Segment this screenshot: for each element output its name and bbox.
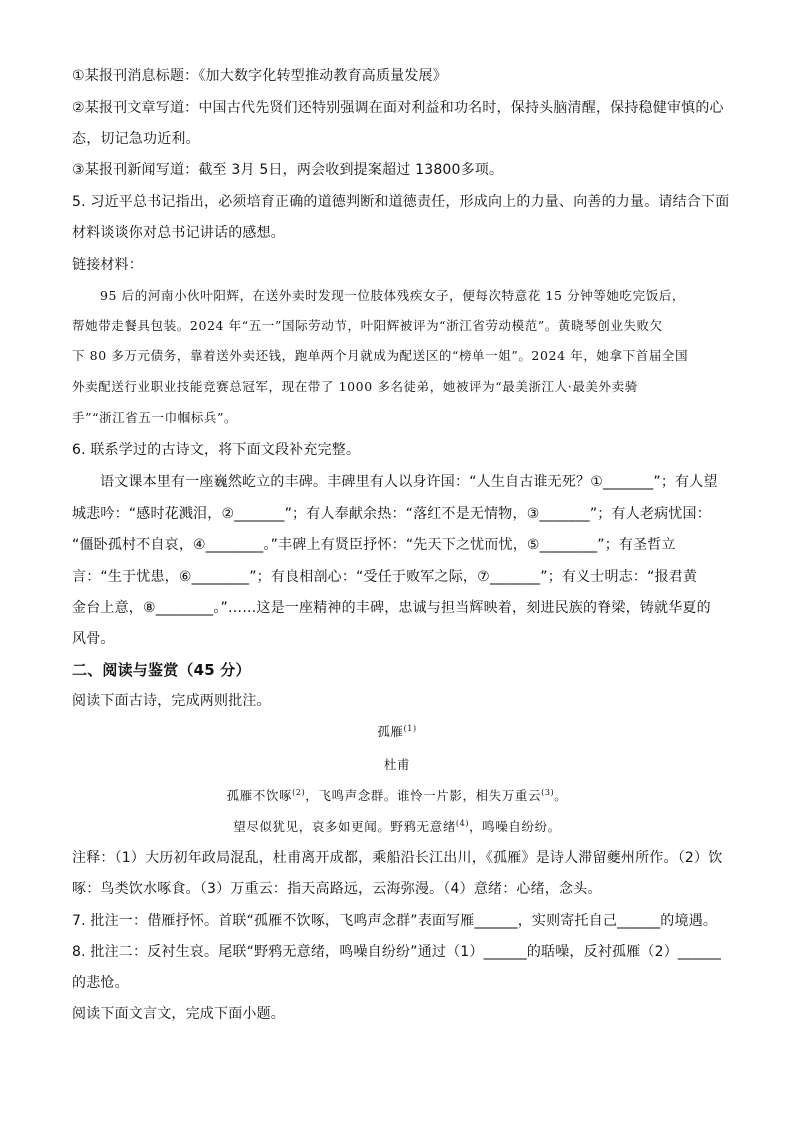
poem-line: 望尽似犹见，哀多如更闻。野鸦无意绪$^{(4)}$，鸣噪自纷纷。 [233, 819, 561, 834]
annotation-line: 啄：鸟类饮水啄食。（3）万重云：指天高路远，云海弥漫。（4）意绪：心绪，念头。 [72, 881, 602, 897]
material-line: 手”“浙江省五一巾帼标兵”。 [72, 410, 238, 425]
text-line: 金台上意，⑧________。”……这是一座精神的丰碑，忠诚与担当辉映着，刻进民族的脊梁，铸就华夏的 [72, 600, 711, 616]
text-line: “僵卧孤村不自哀，④________。”丰碑上有贤臣抒怀：“先天下之忧而忧，⑤________”；有圣哲立 [72, 537, 676, 553]
question-8: 8. 批注二：反衬生哀。尾联“野鸦无意绪，鸣噪自纷纷”通过（1）______的聒噪，反衬孤雁（2）______ [72, 944, 722, 960]
text-line: ①某报刊消息标题：《加大数字化转型推动教育高质量发展》 [72, 68, 447, 84]
text-line: 阅读下面古诗，完成两则批注。 [72, 693, 271, 709]
material-line: 帮她带走餐具包装。2024 年“五一”国际劳动节，叶阳辉被评为“浙江省劳动模范”。黄晓琴创业失败欠 [72, 318, 663, 333]
annotation-line: 注释：（1）大历初年政局混乱，杜甫离开成都，乘船沿长江出川，《孤雁》是诗人滞留夔州所作。（2）饮 [72, 850, 723, 866]
poem-line: 孤雁不饮啄$^{(2)}$，飞鸣声念群。谁怜一片影，相失万重云$^{(3)}$。 [226, 788, 568, 803]
text-line: ②某报刊文章写道：中国古代先贤们还特别强调在面对利益和功名时，保持头脑清醒，保持稳健审慎的心 [72, 100, 724, 116]
material-label: 链接材料： [72, 257, 143, 273]
text-line: 的悲怆。 [72, 975, 129, 991]
question-7: 7. 批注一：借雁抒怀。首联“孤雁不饮啄，飞鸣声念群”表面写雁______，实则寄托自己______的境遇。 [72, 913, 718, 929]
material-line: 外卖配送行业职业技能竞赛总冠军，现在带了 1000 多名徒弟，她被评为“最美浙江人·最美外卖骑 [72, 379, 638, 394]
text-line: 城悲吟：“感时花溅泪，②_______”；有人奉献余热：“落红不是无情物，③_______”；有人老病忧国： [72, 506, 711, 522]
text-line: 态，切记急功近利。 [72, 131, 200, 147]
material-line: 95 后的河南小伙叶阳辉，在送外卖时发现一位肢体残疾女子，便每次特意花 15 分钟等她吃完饭后， [100, 288, 686, 303]
question-5: 5. 习近平总书记指出，必须培育正确的道德判断和道德责任，形成向上的力量、向善的力量。请结合下面 [72, 194, 730, 210]
poem-author: 杜甫 [383, 757, 411, 772]
question-6: 6. 联系学过的古诗文，将下面文段补充完整。 [72, 442, 361, 458]
text-line: 风骨。 [72, 631, 115, 647]
material-line: 下 80 多万元债务，靠着送外卖还钱，跑单两个月就成为配送区的“榜单一姐”。2024 年，她拿下首届全国 [72, 348, 689, 363]
text-line: 语文课本里有一座巍然屹立的丰碑。丰碑里有人以身许国：“人生自古谁无死？①_______”；有人望 [100, 474, 718, 490]
text-line: 言：“生于忧患，⑥________”；有良相剖心：“受任于败军之际，⑦_______”；有义士明志：“报君黄 [72, 569, 698, 585]
text-line: 材料谈谈你对总书记讲话的感想。 [72, 225, 285, 241]
section-heading: 二、阅读与鉴赏（45 分） [72, 661, 251, 679]
text-line: ③某报刊新闻写道：截至 3月 5日，两会收到提案超过 13800多项。 [72, 162, 504, 178]
poem-title: 孤雁$^{(1)}$ [377, 724, 417, 739]
text-line: 阅读下面文言文，完成下面小题。 [72, 1006, 285, 1022]
